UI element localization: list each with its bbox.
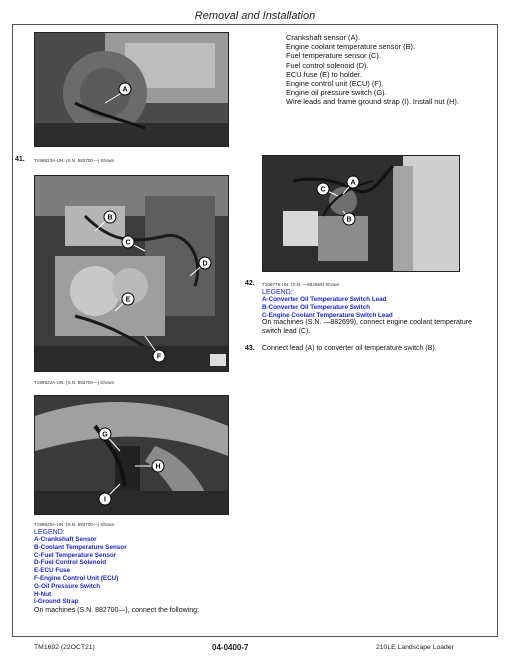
footer-page-number: 04-0400-7	[212, 643, 249, 652]
figure-1-caption: T199923A-UN: (S.N. 882700—) Shown	[34, 158, 115, 163]
list-item: Fuel control solenoid (D).	[286, 60, 369, 70]
legend-item: D-Fuel Control Solenoid	[34, 559, 107, 567]
list-item: Engine coolant temperature sensor (B).	[286, 42, 415, 52]
figure-4-caption: T109775-UN: (S.N. —882699) Shown	[262, 282, 340, 287]
step-43-text: Connect lead (A) to converter oil temperature switch (B).	[262, 345, 437, 352]
list-item: Engine control unit (ECU) (F).	[286, 79, 384, 89]
figure-converter-switch-photo	[262, 155, 460, 272]
page-header-title: Removal and Installation	[194, 10, 316, 22]
step-43-number: 43.	[245, 345, 255, 352]
callout-i-label: I	[104, 496, 106, 504]
legend-item: E-ECU Fuse	[34, 567, 71, 575]
callout-g-label: G	[102, 431, 108, 439]
figure-2-caption: T199922A-UN: (S.N. 882700—) Shown	[34, 380, 115, 385]
step-41-number: 41.	[15, 156, 25, 163]
list-item: Fuel temperature sensor (C).	[286, 51, 381, 61]
legend-title: LEGEND:	[34, 529, 65, 536]
legend-item: A-Crankshaft Sensor	[34, 536, 97, 543]
legend-converter	[262, 289, 472, 337]
header-rule	[12, 24, 498, 25]
legend-item: A-Converter Oil Temperature Switch Lead	[262, 296, 387, 303]
callout-c-label: C	[125, 239, 131, 247]
legend-item: F-Engine Control Unit (ECU)	[34, 574, 119, 582]
footer-doc-id: TM1692 (22OCT21)	[34, 644, 95, 651]
legend-footnote: On machines (S.N. 882700—), connect the following:	[34, 607, 199, 615]
callout-f-label: F	[156, 353, 162, 361]
callout-c-label: C	[320, 186, 326, 194]
callout-b-label: B	[107, 214, 113, 222]
legend-item: C-Fuel Temperature Sensor	[34, 551, 117, 559]
callout-b-label: B	[346, 216, 352, 224]
right-margin-line	[497, 24, 498, 636]
figure-engine-sensors-photo	[34, 175, 229, 372]
legend-item: H-Nut	[34, 590, 52, 598]
callout-h-label: H	[155, 463, 161, 471]
figure-oil-pressure-photo	[34, 395, 229, 515]
legend-item: B-Converter Oil Temperature Switch	[262, 303, 371, 311]
installation-list	[286, 33, 476, 107]
callout-d-label: D	[202, 260, 208, 268]
legend-title: LEGEND:	[262, 289, 293, 296]
legend-sensors	[34, 529, 254, 615]
callout-a-label: A	[350, 179, 356, 187]
callout-a-label: A	[122, 86, 128, 94]
legend-item: I-Ground Strap	[34, 598, 79, 606]
left-margin-line	[12, 24, 13, 636]
list-item: Engine oil pressure switch (G).	[286, 88, 387, 98]
step-42-number: 42.	[245, 280, 255, 287]
legend-item: B-Coolant Temperature Sensor	[34, 543, 127, 551]
list-item: ECU fuse (E) to holder.	[286, 69, 362, 79]
footer-machine-name: 210LE Landscape Loader	[376, 644, 454, 651]
legend-item: G-Oil Pressure Switch	[34, 582, 101, 590]
list-item: Wire leads and frame ground strap (I). Install nut (H).	[286, 97, 459, 107]
step-42-text: On machines (S.N. —882699), connect engine coolant temperature switch lead (C).	[262, 319, 472, 335]
legend-item: C-Engine Coolant Temperature Switch Lead	[262, 311, 393, 319]
list-item: Crankshaft sensor (A).	[286, 33, 360, 42]
figure-crankshaft-photo	[34, 32, 229, 147]
figure-3-caption: T199925A-UN: (S.N. 882700—) Shown	[34, 522, 115, 527]
footer-rule	[12, 636, 498, 637]
callout-e-label: E	[125, 296, 131, 304]
